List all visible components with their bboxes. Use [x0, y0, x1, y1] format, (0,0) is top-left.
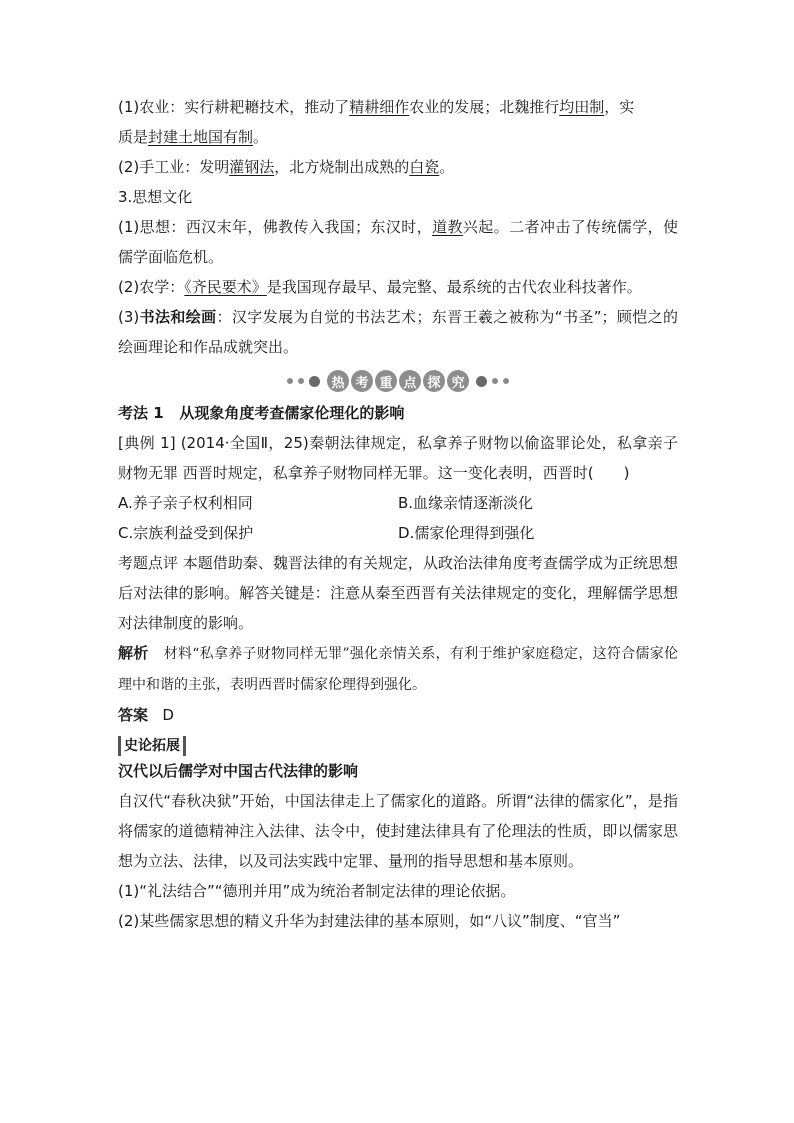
extension-title: 汉代以后儒学对中国古代法律的影响: [118, 762, 359, 780]
text: (1)思想：西汉末年，佛教传入我国；东汉时，: [118, 218, 433, 236]
text: ：汉字发展为自觉的书法艺术；东晋王羲之被称为“书圣”；顾恺之的绘画理论和作品成就突出。: [118, 308, 678, 356]
text: (2)农学：: [118, 278, 185, 296]
text: ，北方烧制出成熟的: [274, 158, 410, 176]
answer-label: 答案: [118, 706, 149, 724]
option-a: A.养子亲子权利相同: [118, 494, 253, 512]
thought-paragraph: [118, 212, 678, 272]
dot-icon: [476, 376, 487, 387]
option-b: B.血缘亲情逐渐淡化: [398, 494, 534, 512]
banner-char: 探: [423, 370, 445, 392]
text: (1)农业：实行耕耙耱技术，推动了: [118, 98, 350, 116]
section-heading: 3.思想文化: [118, 188, 193, 206]
banner-dots-left: [287, 376, 320, 387]
text: 质是: [118, 128, 149, 146]
underlined-term: 均田制: [559, 98, 605, 116]
text: (2)手工业：发明: [118, 158, 230, 176]
extension-paragraph: 自汉代“春秋决狱”开始，中国法律走上了儒家化的道路。所谓“法律的儒家化”，是指将儒家的道德精神注入法律、法令中，使封建法律具有了伦理法的性质，即以儒家思想为立法、法律，以及司法实践中定罪、量刑的指导思想和基本原则。: [118, 792, 678, 870]
answer-value: D: [162, 706, 174, 724]
text: (3): [118, 308, 140, 326]
options-row-1: [118, 488, 678, 518]
text: ，实: [604, 98, 635, 116]
underlined-term: 封建土地国有制: [148, 128, 254, 146]
option-d: D.儒家伦理得到强化: [398, 524, 535, 542]
question-text: [典例 1] (2014·全国Ⅱ，25)秦朝法律规定，私拿养子财物以偷盗罪论处，私拿亲子财物无罪 西晋时规定，私拿养子财物同样无罪。这一变化表明，西晋时( ): [118, 434, 678, 482]
dot-icon: [492, 378, 498, 384]
options-row-2: [118, 518, 678, 548]
underlined-term: 精耕细作: [349, 98, 410, 116]
keyword: 书法和绘画: [139, 308, 217, 326]
option-c: C.宗族利益受到保护: [118, 524, 254, 542]
agriculture-line: [118, 92, 678, 122]
text: 。: [439, 158, 455, 176]
banner-char: 重: [375, 370, 397, 392]
analysis-label: 解析: [118, 644, 149, 662]
underlined-term: 白瓷: [409, 158, 440, 176]
dot-icon: [298, 378, 304, 384]
dot-icon: [503, 378, 509, 384]
method-text: 从现象角度考查儒家伦理化的影响: [179, 404, 405, 422]
banner-char: 考: [351, 370, 373, 392]
document-page: [118, 92, 678, 936]
dot-icon: [287, 378, 293, 384]
agronomy-paragraph: [118, 272, 678, 302]
method-label: 考法 1: [118, 404, 164, 422]
analysis-text: 材料“私拿养子财物同样无罪”强化亲情关系，有利于维护家庭稳定，这符合儒家伦理中和谐的主张，表明西晋时儒家伦理得到强化。: [118, 646, 678, 693]
text: 是我国现存最早、最完整、最系统的古代农业科技著作。: [266, 278, 642, 296]
analysis-paragraph: [118, 638, 678, 700]
art-paragraph: [118, 302, 678, 362]
banner-char: 热: [327, 370, 349, 392]
text: 。: [253, 128, 269, 146]
underlined-term: 《齐民要术》: [184, 278, 267, 296]
banner-char: 点: [399, 370, 421, 392]
underlined-term: 道教: [432, 218, 463, 236]
extension-item-1: (1)“礼法结合”“德刑并用”成为统治者制定法律的理论依据。: [118, 882, 516, 900]
section-banner: [118, 366, 678, 396]
answer-line: [118, 700, 678, 730]
dot-icon: [309, 376, 320, 387]
extension-item-2: (2)某些儒家思想的精义升华为封建法律的基本原则，如“八议”制度、“官当”: [118, 912, 621, 930]
question-comment: 考题点评 本题借助秦、魏晋法律的有关规定，从政治法律角度考查儒学成为正统思想后对法律的影响。解答关键是：注意从秦至西晋有关法律规定的变化，理解儒学思想对法律制度的影响。: [118, 554, 678, 632]
agriculture-line-2: [118, 122, 678, 152]
text: 兴起。二者冲击了传统儒学，使儒学面临危机。: [118, 218, 678, 266]
underlined-term: 灌钢法: [229, 158, 275, 176]
banner-dots-right: [476, 376, 509, 387]
banner-char: 究: [447, 370, 469, 392]
text: 农业的发展；北魏推行: [409, 98, 560, 116]
handicraft-line: [118, 152, 678, 182]
extension-tag: 史论拓展: [118, 736, 186, 756]
method-title: [118, 398, 678, 428]
